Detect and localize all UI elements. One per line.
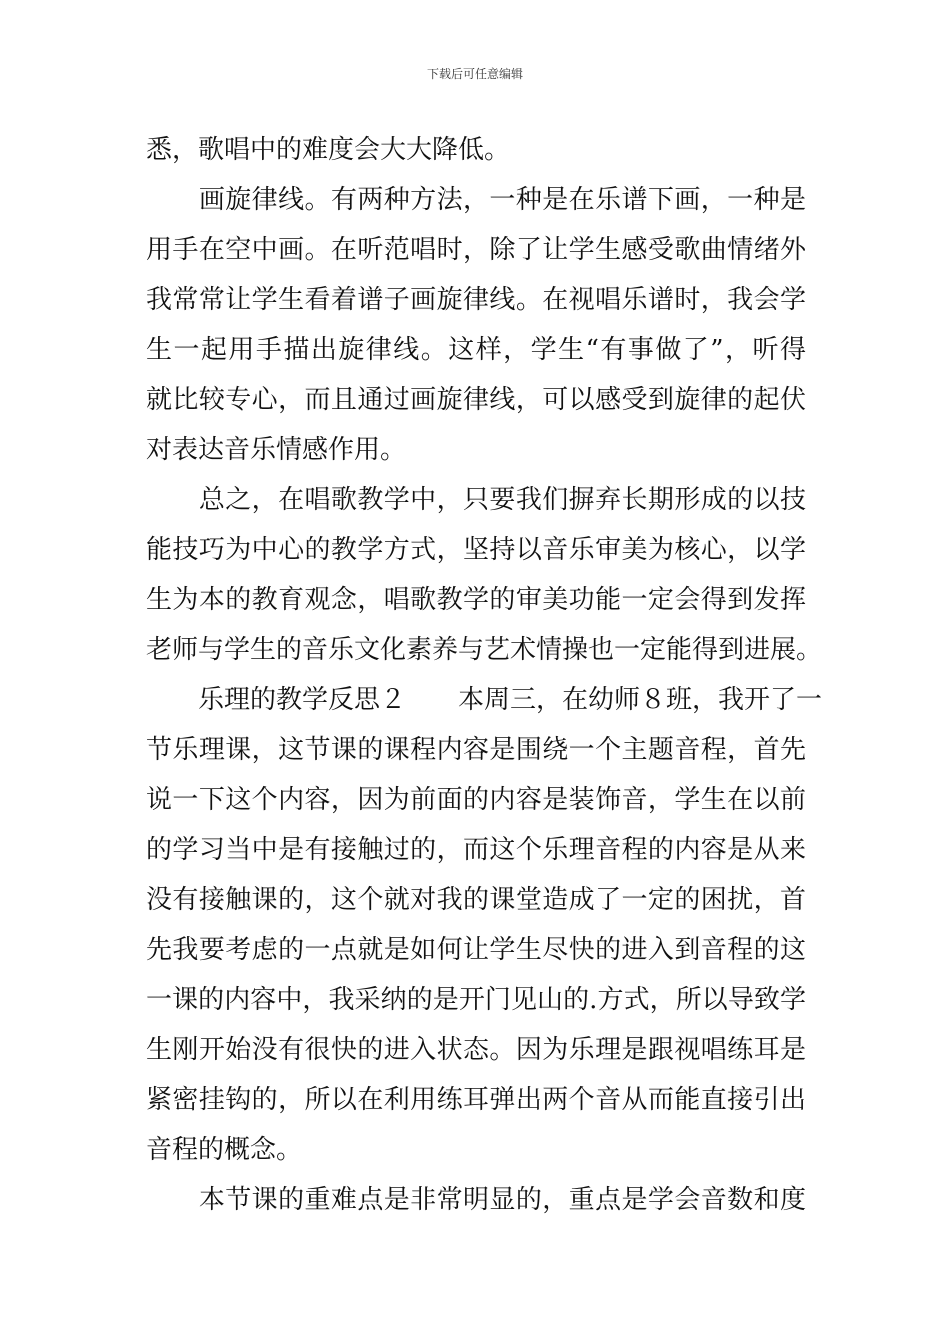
text-line: 悉，歌唱中的难度会大大降低。 bbox=[146, 135, 511, 165]
text-line: 总之，在唱歌教学中，只要我们摒弃长期形成的以技 bbox=[146, 485, 806, 515]
text-line: 紧密挂钩的，所以在利用练耳弹出两个音从而能直接引出 bbox=[146, 1085, 806, 1115]
text-line: 老师与学生的音乐文化素养与艺术情操也一定能得到进展。 bbox=[146, 635, 823, 665]
text-line: 本节课的重难点是非常明显的，重点是学会音数和度 bbox=[146, 1185, 806, 1215]
text-line: 没有接触课的，这个就对我的课堂造成了一定的困扰，首 bbox=[146, 885, 806, 915]
text-line: 节乐理课，这节课的课程内容是围绕一个主题音程，首先 bbox=[146, 735, 806, 765]
text-line: 就比较专心，而且通过画旋律线，可以感受到旋律的起伏 bbox=[146, 385, 806, 415]
text-line: 生一起用手描出旋律线。这样，学生“有事做了”，听得 bbox=[146, 335, 806, 365]
text-line: 生为本的教育观念，唱歌教学的审美功能一定会得到发挥 bbox=[146, 585, 806, 615]
text-line: 对表达音乐情感作用。 bbox=[146, 435, 407, 465]
page-header: 下载后可任意编辑 bbox=[426, 67, 523, 81]
text-line: 说一下这个内容，因为前面的内容是装饰音，学生在以前 bbox=[146, 785, 806, 815]
text-line: 的学习当中是有接触过的，而这个乐理音程的内容是从来 bbox=[146, 835, 806, 865]
text-line: 能技巧为中心的教学方式，坚持以音乐审美为核心，以学 bbox=[146, 535, 806, 565]
text-line: 生刚开始没有很快的进入状态。因为乐理是跟视唱练耳是 bbox=[146, 1035, 806, 1065]
text-line: 音程的概念。 bbox=[146, 1135, 303, 1165]
text-line: 我常常让学生看着谱子画旋律线。在视唱乐谱时，我会学 bbox=[146, 285, 806, 315]
text-line: 画旋律线。有两种方法，一种是在乐谱下画，一种是 bbox=[146, 185, 806, 215]
text-line: 用手在空中画。在听范唱时，除了让学生感受歌曲情绪外 bbox=[146, 235, 806, 265]
text-line: 一课的内容中，我采纳的是开门见山的.方式，所以导致学 bbox=[146, 985, 806, 1015]
text-line: 先我要考虑的一点就是如何让学生尽快的进入到音程的这 bbox=[146, 935, 806, 965]
text-line: 乐理的教学反思２ 本周三，在幼师８班，我开了一 bbox=[146, 685, 823, 715]
